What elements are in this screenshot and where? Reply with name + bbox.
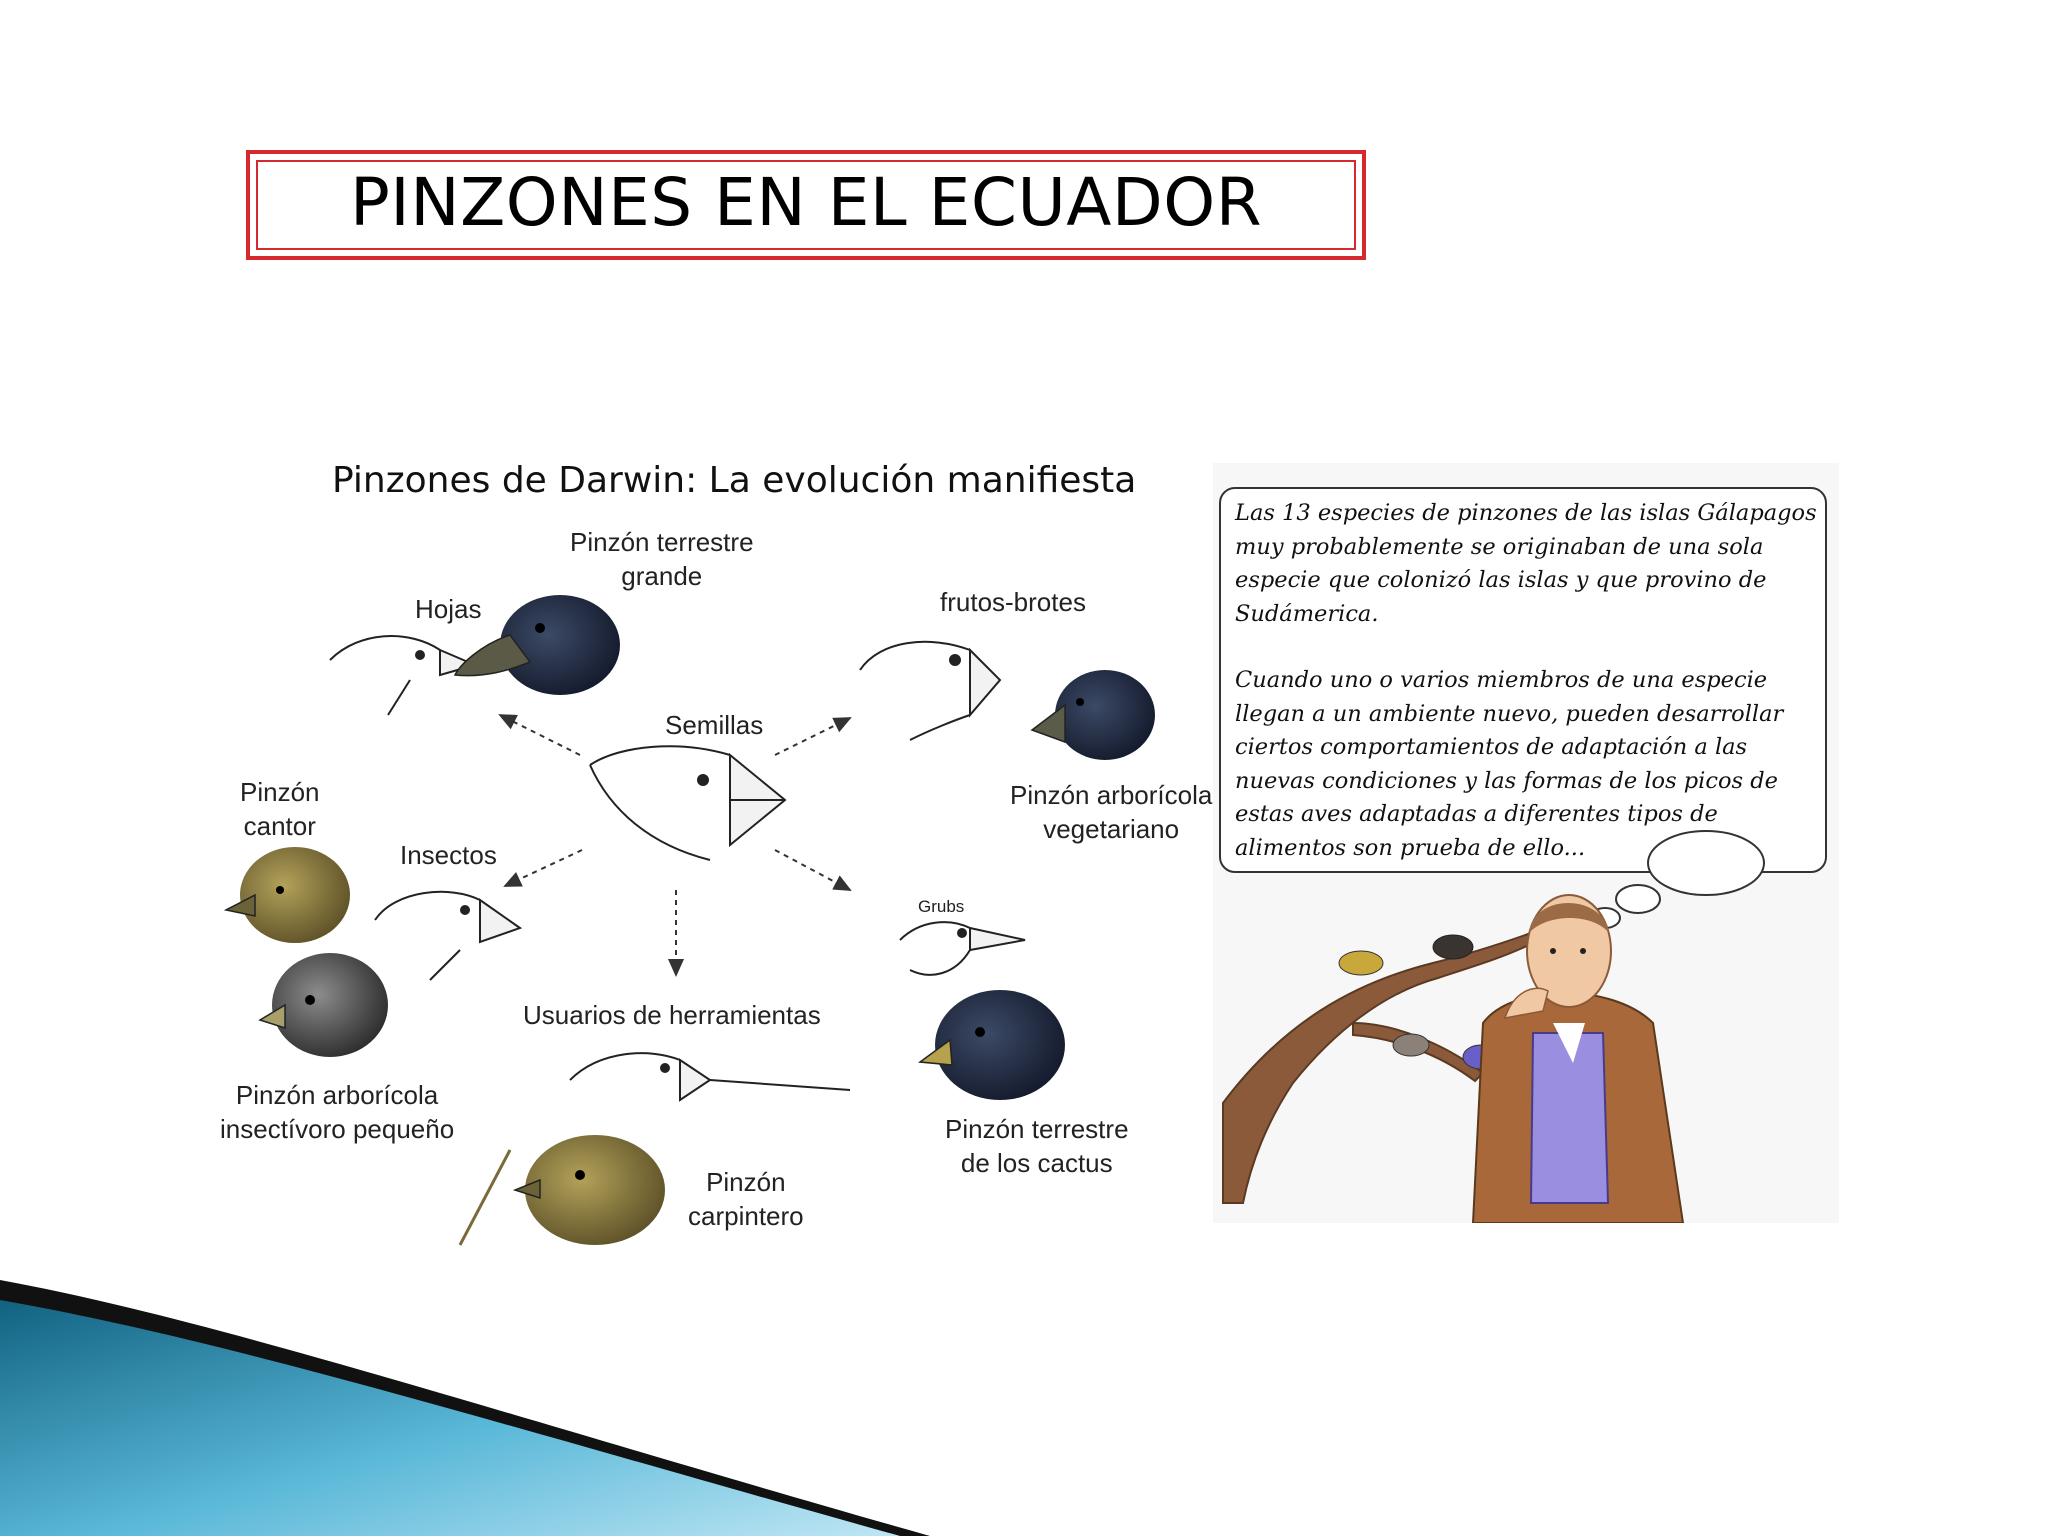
grubs-bird-sketch xyxy=(900,922,1025,975)
slide-title: PINZONES EN EL ECUADOR xyxy=(349,164,1263,241)
center-seed-bird-sketch xyxy=(590,746,785,860)
label-line: insectívoro pequeño xyxy=(220,1114,455,1144)
label-line: carpintero xyxy=(688,1201,804,1231)
bubble-paragraph-2: Cuando uno o varios miembros de una especie llegan a un ambiente nuevo, pueden desarrollar ciertos comportamientos de adaptación a las nuevas condiciones y las formas de los picos de estas aves adaptadas a diferentes tipos de alimentos son prueba de ello... xyxy=(1235,667,1784,861)
warbler-finch xyxy=(226,847,350,943)
arrow-hojas xyxy=(500,715,580,755)
decorative-swoosh xyxy=(0,1280,1000,1536)
finch-diagram xyxy=(210,450,1213,1250)
label-line: Pinzón terrestre xyxy=(945,1114,1129,1144)
label-small-insectivorous-tree-finch xyxy=(220,1078,454,1146)
darwin-comic-panel xyxy=(1213,463,1839,1223)
label-line: Pinzón arborícola xyxy=(235,1080,439,1110)
label-line: Pinzón terrestre xyxy=(570,527,754,557)
frutos-bird-sketch xyxy=(860,642,1000,740)
label-line: vegetariano xyxy=(1043,814,1180,844)
diagram-arrows xyxy=(500,715,850,975)
vegetarian-tree-finch xyxy=(1032,670,1155,760)
label-woodpecker-finch xyxy=(688,1165,804,1233)
label-tool-users: Usuarios de herramientas xyxy=(523,1000,821,1030)
small-insectivorous-tree-finch xyxy=(260,953,388,1057)
bubble-paragraph-1: Las 13 especies de pinzones de las islas Gálapagos muy probablemente se originaban de una sola especie que colonizó las islas y que provino de Sudámerica. xyxy=(1235,500,1817,627)
label-line: Pinzón xyxy=(240,777,320,807)
darwin-illustration xyxy=(1213,463,1839,1223)
label-semillas: Semillas xyxy=(665,710,764,740)
label-warbler-finch xyxy=(240,775,320,843)
diagram-title: Pinzones de Darwin: La evolución manifiesta xyxy=(332,460,1137,501)
label-line: cantor xyxy=(243,811,316,841)
label-line: Pinzón arborícola xyxy=(1010,780,1213,810)
arrow-frutos xyxy=(775,718,850,755)
label-frutos-brotes: frutos-brotes xyxy=(940,587,1086,617)
tool-user-bird-sketch xyxy=(570,1053,850,1100)
label-large-ground-finch xyxy=(570,525,754,593)
arrow-grubs xyxy=(775,850,850,890)
hojas-bird-sketch xyxy=(330,636,475,715)
label-line: Pinzón xyxy=(706,1167,786,1197)
label-grubs: Grubs xyxy=(918,897,965,916)
label-vegetarian-tree-finch xyxy=(1010,778,1212,846)
label-line: de los cactus xyxy=(960,1148,1113,1178)
woodpecker-finch xyxy=(460,1135,665,1245)
label-insectos: Insectos xyxy=(400,840,497,870)
label-hojas: Hojas xyxy=(415,594,482,624)
label-cactus-ground-finch xyxy=(945,1112,1129,1180)
cactus-ground-finch xyxy=(920,990,1065,1100)
label-line: grande xyxy=(621,561,703,591)
arrow-insectos xyxy=(505,850,582,886)
insectos-bird-sketch xyxy=(375,892,520,980)
title-frame xyxy=(246,150,1366,260)
